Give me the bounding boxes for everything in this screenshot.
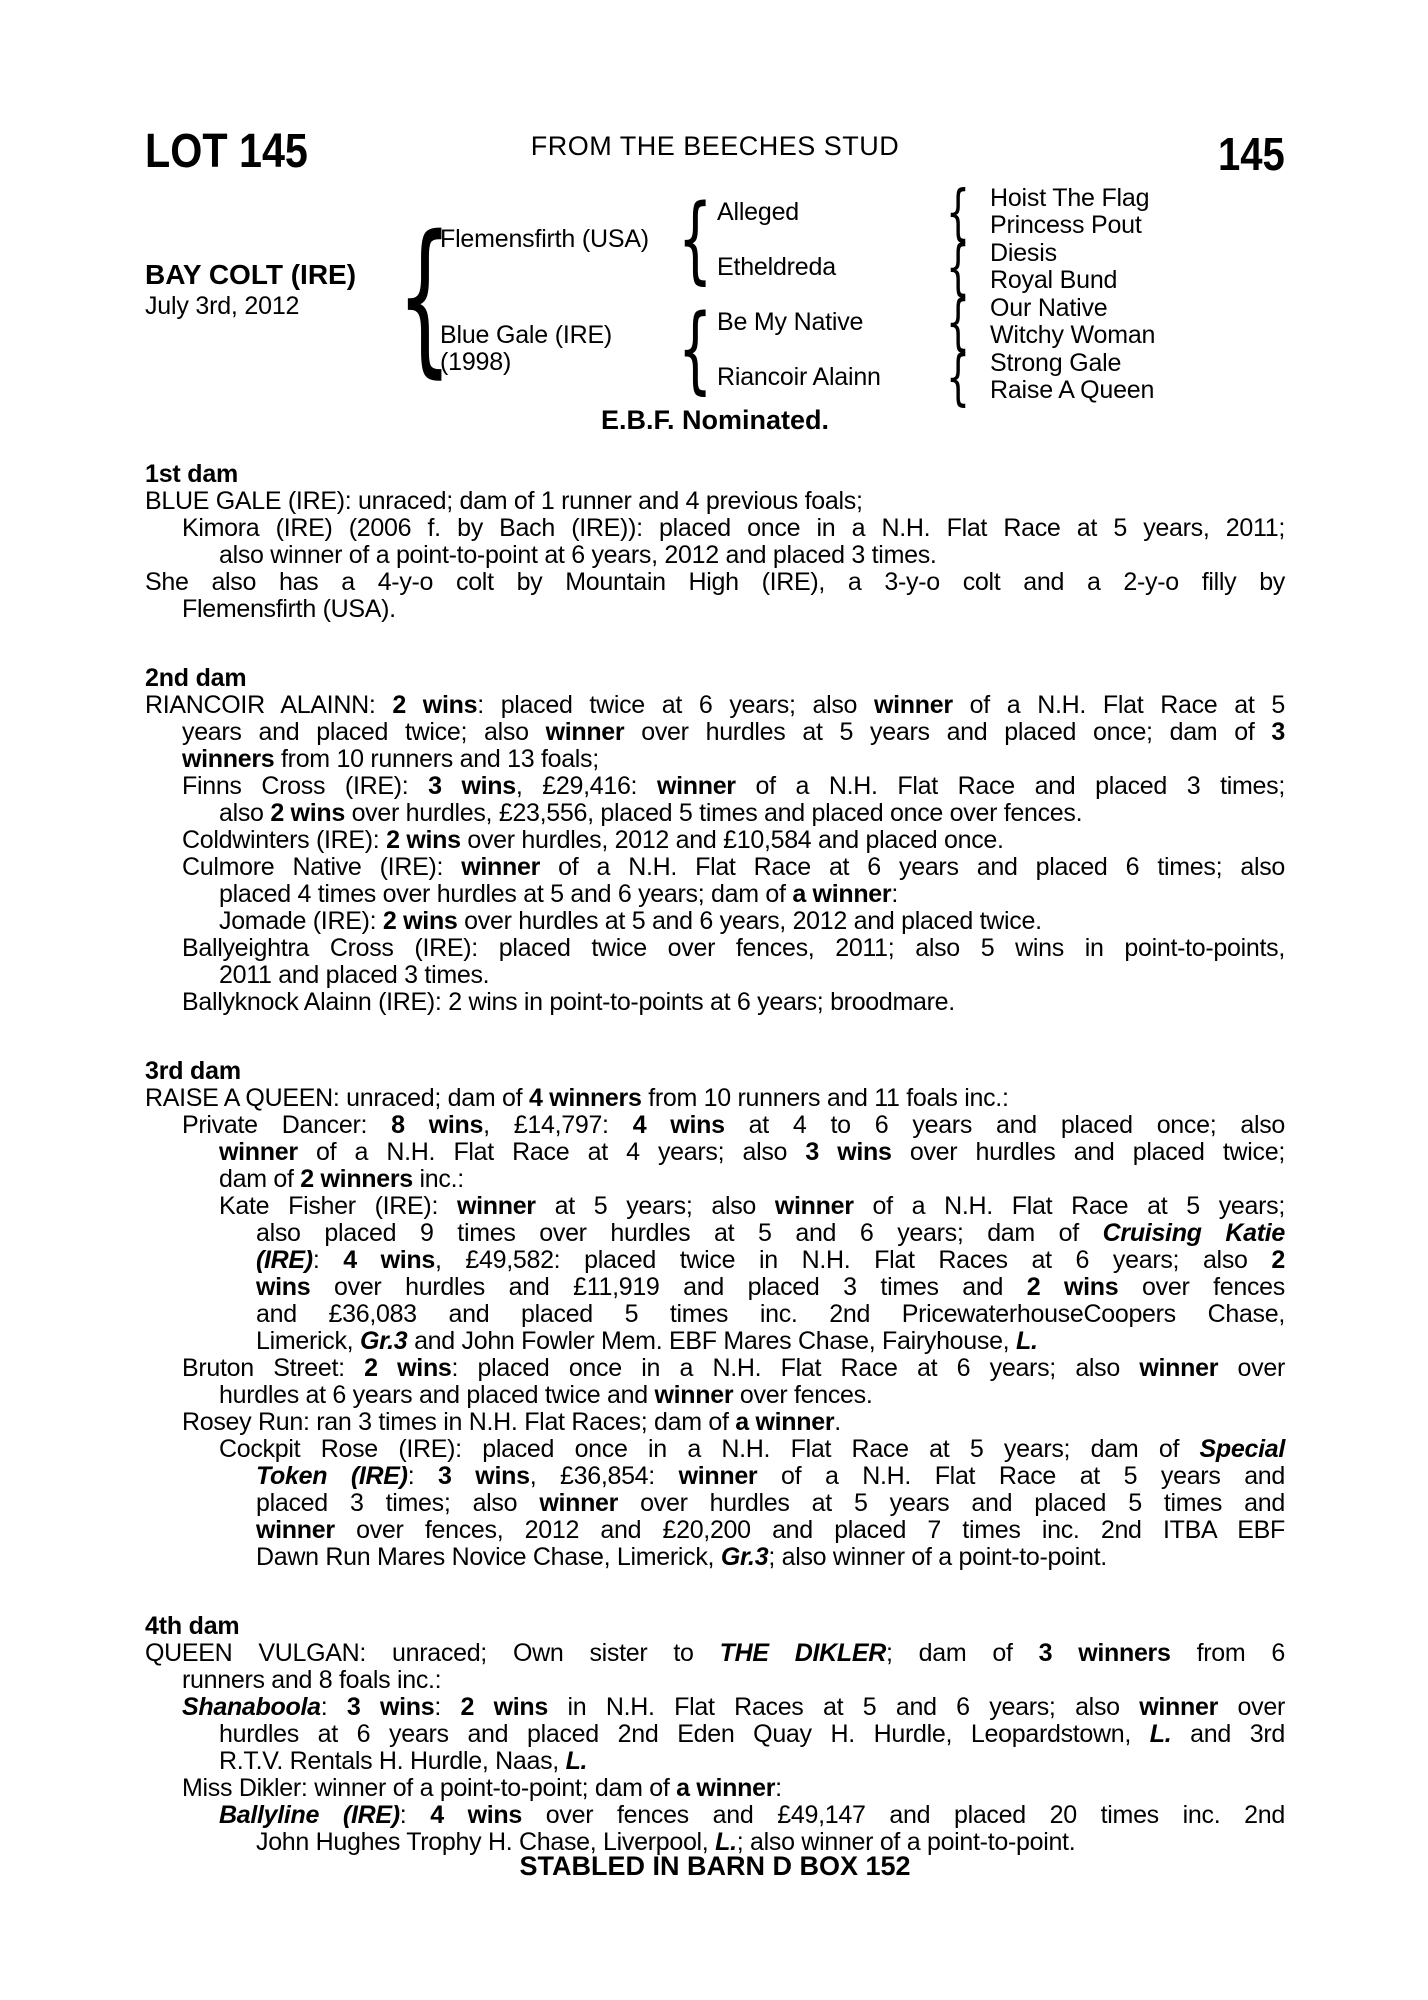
text-line	[145, 854, 1285, 881]
text-run: ; also winner of a point-to-point.	[736, 1828, 1076, 1856]
text-run: (IRE)	[256, 1246, 313, 1274]
text-run: dam of	[219, 1165, 301, 1193]
text-run: 2	[1271, 1246, 1285, 1274]
text-run: Dawn Run Mares Novice Chase, Limerick,	[256, 1543, 721, 1571]
text-run: winner	[1139, 1693, 1219, 1721]
text-line	[145, 773, 1285, 800]
text-run: 3 winners	[1038, 1639, 1171, 1667]
dam-year: (1998)	[440, 348, 512, 376]
text-run: a winner	[676, 1774, 776, 1802]
text-run: , £29,416:	[515, 772, 657, 800]
text-run: winners	[182, 745, 275, 773]
text-line	[145, 1112, 1285, 1139]
text-line	[145, 692, 1285, 719]
text-line	[145, 1220, 1285, 1247]
text-run: 3 wins	[346, 1693, 435, 1721]
text-run: 2 wins	[460, 1693, 548, 1721]
text-run: of a N.H. Flat Race at 4 years; also	[297, 1138, 806, 1166]
text-run: Cockpit Rose (IRE): placed once in a N.H. Flat Race at 5 years; dam of	[219, 1435, 1200, 1463]
dam-section-heading: 3rd dam	[145, 1057, 241, 1085]
text-run: over hurdles, 2012 and £10,584 and placed once.	[460, 826, 1004, 854]
catalogue-text	[145, 461, 1285, 1856]
text-line	[145, 1775, 1285, 1802]
text-run: placed 3 times; also	[256, 1489, 540, 1517]
sire-sire-dam-name: Princess Pout	[990, 211, 1142, 239]
stud-banner: FROM THE BEECHES STUD	[530, 131, 900, 161]
text-line	[145, 542, 1285, 569]
text-run: 4 winners	[528, 1084, 642, 1112]
text-run: L.	[1015, 1327, 1038, 1355]
text-run: of a N.H. Flat Race and placed 3 times;	[735, 772, 1285, 800]
text-line	[145, 1247, 1285, 1274]
text-run: Kimora (IRE) (2006 f. by Bach (IRE)): placed once in a N.H. Flat Race at 5 years, 2011;	[182, 514, 1285, 542]
text-run: Bruton Street:	[182, 1354, 365, 1382]
text-run: and 3rd	[1171, 1720, 1285, 1748]
text-run: Limerick,	[256, 1327, 360, 1355]
dam-name: Blue Gale (IRE)	[440, 321, 613, 349]
text-run: 2 wins	[386, 826, 461, 854]
stabling-note: STABLED IN BARN D BOX 152	[519, 1851, 911, 1881]
text-run: Ballyline (IRE)	[219, 1801, 400, 1829]
text-run: over hurdles and placed twice;	[891, 1138, 1285, 1166]
sire-dam-dam-name: Royal Bund	[990, 266, 1118, 294]
dam-dam-dam-name: Raise A Queen	[990, 376, 1155, 404]
text-line	[145, 1667, 1285, 1694]
text-run: Cruising Katie	[1102, 1219, 1285, 1247]
text-run: 2 wins	[1026, 1273, 1119, 1301]
lot-number: LOT 145	[145, 125, 308, 178]
pedigree-brace: {	[397, 200, 453, 394]
text-line	[145, 827, 1285, 854]
pedigree-brace: {	[946, 231, 970, 303]
text-run: of a N.H. Flat Race at 5 years;	[853, 1192, 1286, 1220]
text-run: 2 wins	[270, 799, 345, 827]
text-run: : placed twice at 6 years; also	[477, 691, 875, 719]
text-run: 2 wins	[392, 691, 478, 719]
pedigree-brace: {	[678, 184, 713, 295]
text-run: BLUE GALE (IRE): unraced; dam of 1 runner and 4 previous foals;	[145, 487, 863, 515]
text-run: over	[1218, 1354, 1285, 1382]
text-run: Rosey Run: ran 3 times in N.H. Flat Races; dam of	[182, 1408, 736, 1436]
text-run: Jomade (IRE):	[219, 907, 383, 935]
text-run: 3 wins	[805, 1138, 892, 1166]
text-run: 8 wins	[391, 1111, 484, 1139]
text-run: 4 wins	[343, 1246, 435, 1274]
text-run: a winner	[735, 1408, 835, 1436]
text-run: , £49,582: placed twice in N.H. Flat Races at 6 years; also	[435, 1246, 1272, 1274]
text-run: over hurdles, £23,556, placed 5 times and placed once over fences.	[344, 799, 1083, 827]
text-run: : placed once in a N.H. Flat Race at 6 years; also	[451, 1354, 1140, 1382]
text-run: a winner	[792, 880, 892, 908]
text-run: Special	[1199, 1435, 1285, 1463]
text-line	[145, 1274, 1285, 1301]
text-run: QUEEN VULGAN: unraced; Own sister to	[145, 1639, 720, 1667]
text-run: winner	[654, 1381, 734, 1409]
text-run: RIANCOIR ALAINN:	[145, 691, 393, 719]
text-line	[145, 1694, 1285, 1721]
text-run: Ballyeightra Cross (IRE): placed twice over fences, 2011; also 5 wins in point-to-points,	[182, 934, 1285, 962]
text-run: years and placed twice; also	[182, 718, 546, 746]
pedigree-brace: {	[946, 286, 970, 358]
text-run: 3 wins	[438, 1462, 530, 1490]
text-run: Culmore Native (IRE):	[182, 853, 462, 881]
text-run: She also has a 4-y-o colt by Mountain High (IRE), a 3-y-o colt and a 2-y-o filly by	[145, 568, 1285, 596]
subject-name: BAY COLT (IRE)	[145, 259, 357, 290]
text-run: 2 wins	[382, 907, 458, 935]
text-run: over fences.	[733, 1381, 873, 1409]
text-run: :	[434, 1693, 461, 1721]
text-line	[145, 935, 1285, 962]
text-run: 2011 and placed 3 times.	[219, 961, 490, 989]
sire-name: Flemensfirth (USA)	[440, 225, 649, 253]
text-run: also placed 9 times over hurdles at 5 and 6 years; dam of	[256, 1219, 1103, 1247]
text-run: winner	[461, 853, 541, 881]
text-run: L.	[565, 1747, 588, 1775]
text-line	[145, 1463, 1285, 1490]
text-run: :	[407, 1462, 439, 1490]
text-run: at 5 years; also	[535, 1192, 775, 1220]
text-line	[145, 1139, 1285, 1166]
text-run: 4 wins	[632, 1111, 725, 1139]
text-line	[145, 569, 1285, 596]
text-run: , £14,797:	[483, 1111, 633, 1139]
text-run: of a N.H. Flat Race at 5	[952, 691, 1285, 719]
dam-section-heading: 4th dam	[145, 1612, 240, 1640]
text-run: winner	[219, 1138, 298, 1166]
text-run: of a N.H. Flat Race at 6 years and placed 6 times; also	[540, 853, 1286, 881]
dam-sire-sire-name: Our Native	[990, 294, 1108, 322]
dam-sire-dam-name: Witchy Woman	[990, 321, 1156, 349]
text-run: hurdles at 6 years and placed twice and	[219, 1381, 655, 1409]
text-line	[145, 1382, 1285, 1409]
text-run: winner	[1139, 1354, 1219, 1382]
text-run: from 6	[1170, 1639, 1285, 1667]
text-line	[145, 1544, 1285, 1571]
text-run: ; dam of	[885, 1639, 1039, 1667]
text-run: Flemensfirth (USA).	[182, 595, 396, 623]
text-run: wins	[256, 1273, 311, 1301]
text-run: :	[775, 1774, 782, 1802]
text-run: ; also winner of a point-to-point.	[768, 1543, 1107, 1571]
text-line	[145, 1490, 1285, 1517]
text-run: :	[320, 1693, 347, 1721]
text-run: :	[312, 1246, 344, 1274]
text-run: over fences	[1118, 1273, 1285, 1301]
text-run: over hurdles at 5 years and placed 5 times and	[618, 1489, 1285, 1517]
text-line	[145, 1085, 1285, 1112]
text-run: L.	[1149, 1720, 1172, 1748]
text-line	[145, 1517, 1285, 1544]
text-run: 4 wins	[430, 1801, 522, 1829]
text-run: 2 winners	[300, 1165, 413, 1193]
text-run: winner	[256, 1516, 335, 1544]
text-run: over fences and £49,147 and placed 20 times inc. 2nd	[521, 1801, 1285, 1829]
text-run: Coldwinters (IRE):	[182, 826, 387, 854]
dam-dam-sire-name: Strong Gale	[990, 349, 1122, 377]
text-run: John Hughes Trophy H. Chase, Liverpool,	[256, 1828, 716, 1856]
text-run: Finns Cross (IRE):	[182, 772, 429, 800]
ebf-nominated-note: E.B.F. Nominated.	[600, 405, 830, 435]
text-run: L.	[715, 1828, 737, 1856]
text-run: over hurdles at 5 years and placed once; dam of	[624, 718, 1272, 746]
dam-section-heading: 2nd dam	[145, 664, 247, 692]
sire-sire-sire-name: Hoist The Flag	[990, 184, 1150, 212]
text-run: Gr.3	[720, 1543, 769, 1571]
text-run: R.T.V. Rentals H. Hurdle, Naas,	[219, 1747, 566, 1775]
text-line	[145, 1355, 1285, 1382]
text-run: also winner of a point-to-point at 6 years, 2012 and placed 3 times.	[219, 541, 937, 569]
dam-section-heading: 1st dam	[145, 460, 239, 488]
page-number: 145	[1218, 128, 1285, 180]
text-run: runners and 8 foals inc.:	[182, 1666, 442, 1694]
text-run: Miss Dikler: winner of a point-to-point; dam of	[182, 1774, 677, 1802]
text-line	[145, 719, 1285, 746]
text-run: and John Fowler Mem. EBF Mares Chase, Fairyhouse,	[407, 1327, 1016, 1355]
text-run: , £36,854:	[529, 1462, 679, 1490]
text-run: :	[399, 1801, 431, 1829]
text-run: in N.H. Flat Races at 5 and 6 years; also	[547, 1693, 1140, 1721]
text-run: winner	[456, 1192, 536, 1220]
text-run: hurdles at 6 years and placed 2nd Eden Quay H. Hurdle, Leopardstown,	[219, 1720, 1150, 1748]
pedigree-brace: {	[946, 341, 970, 413]
text-run: THE DIKLER	[719, 1639, 886, 1667]
text-run: of a N.H. Flat Race at 5 years and	[757, 1462, 1286, 1490]
dam-section	[145, 1613, 1285, 1856]
text-line	[145, 596, 1285, 623]
text-run: also	[219, 799, 271, 827]
sire-sire-name: Alleged	[717, 198, 799, 226]
dam-dam-name: Riancoir Alainn	[717, 363, 881, 391]
text-run: placed 4 times over hurdles at 5 and 6 years; dam of	[219, 880, 793, 908]
text-run: inc.:	[412, 1165, 464, 1193]
text-line	[145, 1193, 1285, 1220]
text-run: winner	[678, 1462, 758, 1490]
sire-dam-sire-name: Diesis	[990, 239, 1057, 267]
text-run: 3	[1271, 718, 1285, 746]
pedigree-brace: {	[946, 176, 970, 248]
text-line	[145, 488, 1285, 515]
text-run: and £36,083 and placed 5 times inc. 2nd PricewaterhouseCoopers Chase,	[256, 1300, 1285, 1328]
text-line	[145, 1166, 1285, 1193]
text-line	[145, 800, 1285, 827]
text-line	[145, 1721, 1285, 1748]
text-line	[145, 515, 1285, 542]
text-run: Private Dancer:	[182, 1111, 392, 1139]
text-run: Kate Fisher (IRE):	[219, 1192, 457, 1220]
text-line	[145, 1436, 1285, 1463]
text-run: winner	[545, 718, 625, 746]
text-line	[145, 1409, 1285, 1436]
text-line	[145, 1748, 1285, 1775]
text-run: 2 wins	[364, 1354, 452, 1382]
text-run: Gr.3	[359, 1327, 408, 1355]
text-run: over	[1218, 1693, 1285, 1721]
text-line	[145, 989, 1285, 1016]
text-run: at 4 to 6 years and placed once; also	[724, 1111, 1286, 1139]
text-run: from 10 runners and 11 foals inc.:	[641, 1084, 1009, 1112]
text-run: from 10 runners and 13 foals;	[274, 745, 599, 773]
text-run: winner	[774, 1192, 854, 1220]
text-run: .	[834, 1408, 841, 1436]
text-line	[145, 1640, 1285, 1667]
dam-sire-name: Be My Native	[717, 308, 864, 336]
dam-section	[145, 461, 1285, 623]
dam-section	[145, 1058, 1285, 1571]
sire-dam-name: Etheldreda	[717, 253, 836, 281]
subject-foal-date: July 3rd, 2012	[145, 292, 300, 320]
text-line	[145, 908, 1285, 935]
text-line	[145, 881, 1285, 908]
dam-section	[145, 665, 1285, 1016]
text-run: Shanaboola	[182, 1693, 321, 1721]
text-run: winner	[539, 1489, 619, 1517]
text-run: Ballyknock Alainn (IRE): 2 wins in point-to-points at 6 years; broodmare.	[182, 988, 955, 1016]
text-line	[145, 962, 1285, 989]
pedigree-brace: {	[678, 294, 713, 405]
text-run: winner	[656, 772, 736, 800]
text-run: :	[891, 880, 898, 908]
text-line	[145, 1802, 1285, 1829]
text-run: winner	[874, 691, 953, 719]
text-line	[145, 746, 1285, 773]
text-run: Token (IRE)	[256, 1462, 408, 1490]
text-line	[145, 1301, 1285, 1328]
text-run: over fences, 2012 and £20,200 and placed 7 times inc. 2nd ITBA EBF	[334, 1516, 1285, 1544]
text-run: RAISE A QUEEN: unraced; dam of	[145, 1084, 529, 1112]
text-run: over hurdles at 5 and 6 years, 2012 and placed twice.	[457, 907, 1042, 935]
text-run: 3 wins	[428, 772, 516, 800]
text-run: over hurdles and £11,919 and placed 3 times and	[310, 1273, 1027, 1301]
text-line	[145, 1328, 1285, 1355]
